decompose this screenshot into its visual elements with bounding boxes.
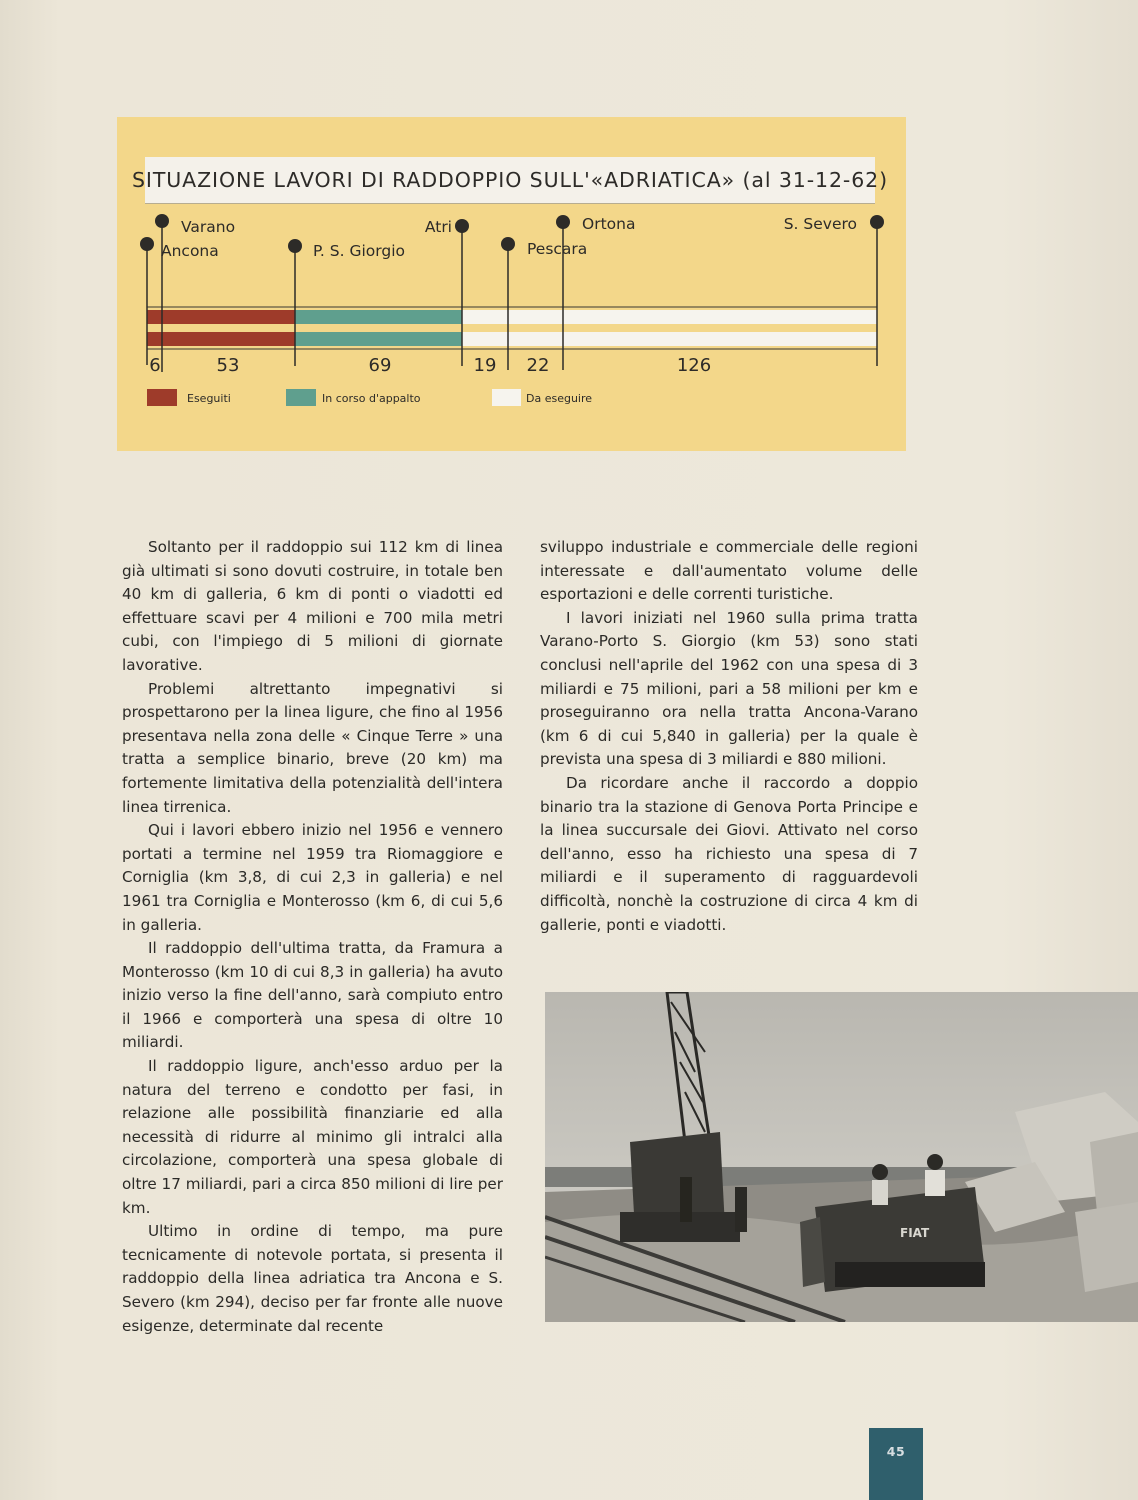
- station-label-ortona: Ortona: [582, 215, 636, 233]
- segment-bars: [147, 310, 877, 346]
- article-paragraph: Soltanto per il raddoppio sui 112 km di linea già ultimati si sono dovuti costruire, in totale ben 40 km di galleria, 6 km di ponti o viadotti ed effettuare scavi per 4 milioni e 700 mila metri cubi, con l'impiego di 5 milioni di giornate lavorative.: [122, 538, 503, 674]
- bar-varano-giorgio-upper: [162, 310, 295, 324]
- bar-pescara-ortona-lower: [508, 332, 563, 346]
- station-label-atri: Atri: [424, 218, 452, 236]
- article-paragraph: Il raddoppio dell'ultima tratta, da Framura a Monterosso (km 10 di cui 8,3 in galleria) ha avuto inizio verso la fine dell'anno, sarà compiuto entro il 1966 e comporterà una spesa di oltre 10 miliardi.: [122, 939, 503, 1052]
- legend: [147, 389, 592, 406]
- station-label-varano: Varano: [181, 218, 236, 236]
- segment-label-4: 22: [526, 355, 550, 376]
- pin-atri: [455, 219, 469, 233]
- segment-label-5: 126: [676, 355, 712, 376]
- station-label-giorgio: P. S. Giorgio: [313, 242, 406, 260]
- article-right-column: [540, 536, 918, 937]
- bar-ortona-severo-lower: [563, 332, 877, 346]
- bar-varano-giorgio-lower: [162, 332, 295, 346]
- pin-giorgio: [288, 239, 302, 253]
- construction-photo: [545, 992, 1138, 1322]
- segment-label-1: 53: [216, 355, 240, 376]
- article-paragraph: Da ricordare anche il raccordo a doppio binario tra la stazione di Genova Porta Principe e la linea succursale dei Giovi. Attivato nel corso dell'anno, esso ha richiesto una spesa di 7 miliardi e il superamento di ragguardevoli difficoltà, nonchè la costruzione di circa 4 km di gallerie, ponti e viadotti.: [540, 773, 918, 934]
- station-label-ancona: Ancona: [161, 242, 219, 260]
- bar-giorgio-atri-lower: [295, 332, 462, 346]
- legend-swatch-corso: [286, 389, 316, 406]
- article-paragraph: sviluppo industriale e commerciale delle regioni interessate e dall'aumentato volume delle esportazioni e delle correnti turistiche.: [540, 538, 918, 604]
- station-label-pescara: Pescara: [527, 240, 588, 258]
- bar-giorgio-atri-upper: [295, 310, 462, 324]
- article-paragraph: Qui i lavori ebbero inizio nel 1956 e vennero portati a termine nel 1959 tra Riomaggiore e Corniglia (km 3,8, di cui 2,3 in galleria) e nel 1961 tra Corniglia e Monterosso (km 6, di cui 5,6 in galleria.: [122, 821, 503, 934]
- bar-ancona-varano-lower: [147, 332, 162, 346]
- bar-ancona-varano-upper: [147, 310, 162, 324]
- chart-title: SITUAZIONE LAVORI DI RADDOPPIO SULL'«ADRIATICA» (al 31-12-62): [145, 157, 875, 204]
- legend-label-eseguiti: Eseguiti: [187, 392, 231, 405]
- segment-label-2: 69: [368, 355, 392, 376]
- pin-ancona: [140, 237, 154, 251]
- legend-label-eseguire: Da eseguire: [526, 392, 593, 405]
- legend-swatch-eseguire: [492, 389, 521, 406]
- bar-atri-pescara-lower: [462, 332, 508, 346]
- legend-label-corso: In corso d'appalto: [322, 392, 421, 405]
- segment-label-0: 6: [149, 355, 161, 376]
- pin-severo: [870, 215, 884, 229]
- article-left-column: [122, 536, 503, 1338]
- article-paragraph: Il raddoppio ligure, anch'esso arduo per la natura del terreno e condotto per fasi, in relazione alle possibilità finanziarie ed alla necessità di ridurre al minimo gli intralci alla circolazione, comporterà una spesa globale di oltre 17 miliardi, pari a circa 850 milioni di lire per km.: [122, 1057, 503, 1217]
- page-number: 45: [869, 1428, 923, 1500]
- construction-photo-drawing: [545, 992, 1138, 1322]
- bar-atri-pescara-upper: [462, 310, 508, 324]
- article-paragraph: I lavori iniziati nel 1960 sulla prima tratta Varano-Porto S. Giorgio (km 53) sono stati conclusi nell'aprile del 1962 con una spesa di 3 miliardi e 75 milioni, pari a 58 milioni per km e proseguiranno ora nella tratta Ancona-Varano (km 6 di cui 5,840 in galleria) per la quale è prevista una spesa di 3 miliardi e 880 milioni.: [540, 608, 918, 769]
- station-poles: [140, 214, 884, 372]
- pin-varano: [155, 214, 169, 228]
- article-paragraph: Ultimo in ordine di tempo, ma pure tecnicamente di notevole portata, si presenta il raddoppio della linea adriatica tra Ancona e S. Severo (km 294), deciso per far fronte alle nuove esigenze, determinate dal recente: [122, 1222, 503, 1335]
- article-paragraph: Problemi altrettanto impegnativi si prospettarono per la linea ligure, che fino al 1956 presentava nella zona delle « Cinque Terre » una tratta a semplice binario, breve (20 km) ma fortemente limitativa della potenzialità dell'intera linea tirrenica.: [122, 679, 503, 816]
- segment-label-3: 19: [473, 355, 497, 376]
- bar-pescara-ortona-upper: [508, 310, 563, 324]
- station-label-severo: S. Severo: [783, 215, 857, 233]
- segment-labels: [149, 355, 711, 376]
- bulldozer-brand: FIAT: [900, 1226, 930, 1240]
- chart-svg: [0, 0, 1138, 460]
- pin-pescara: [501, 237, 515, 251]
- bar-ortona-severo-upper: [563, 310, 877, 324]
- legend-swatch-eseguiti: [147, 389, 177, 406]
- pin-ortona: [556, 215, 570, 229]
